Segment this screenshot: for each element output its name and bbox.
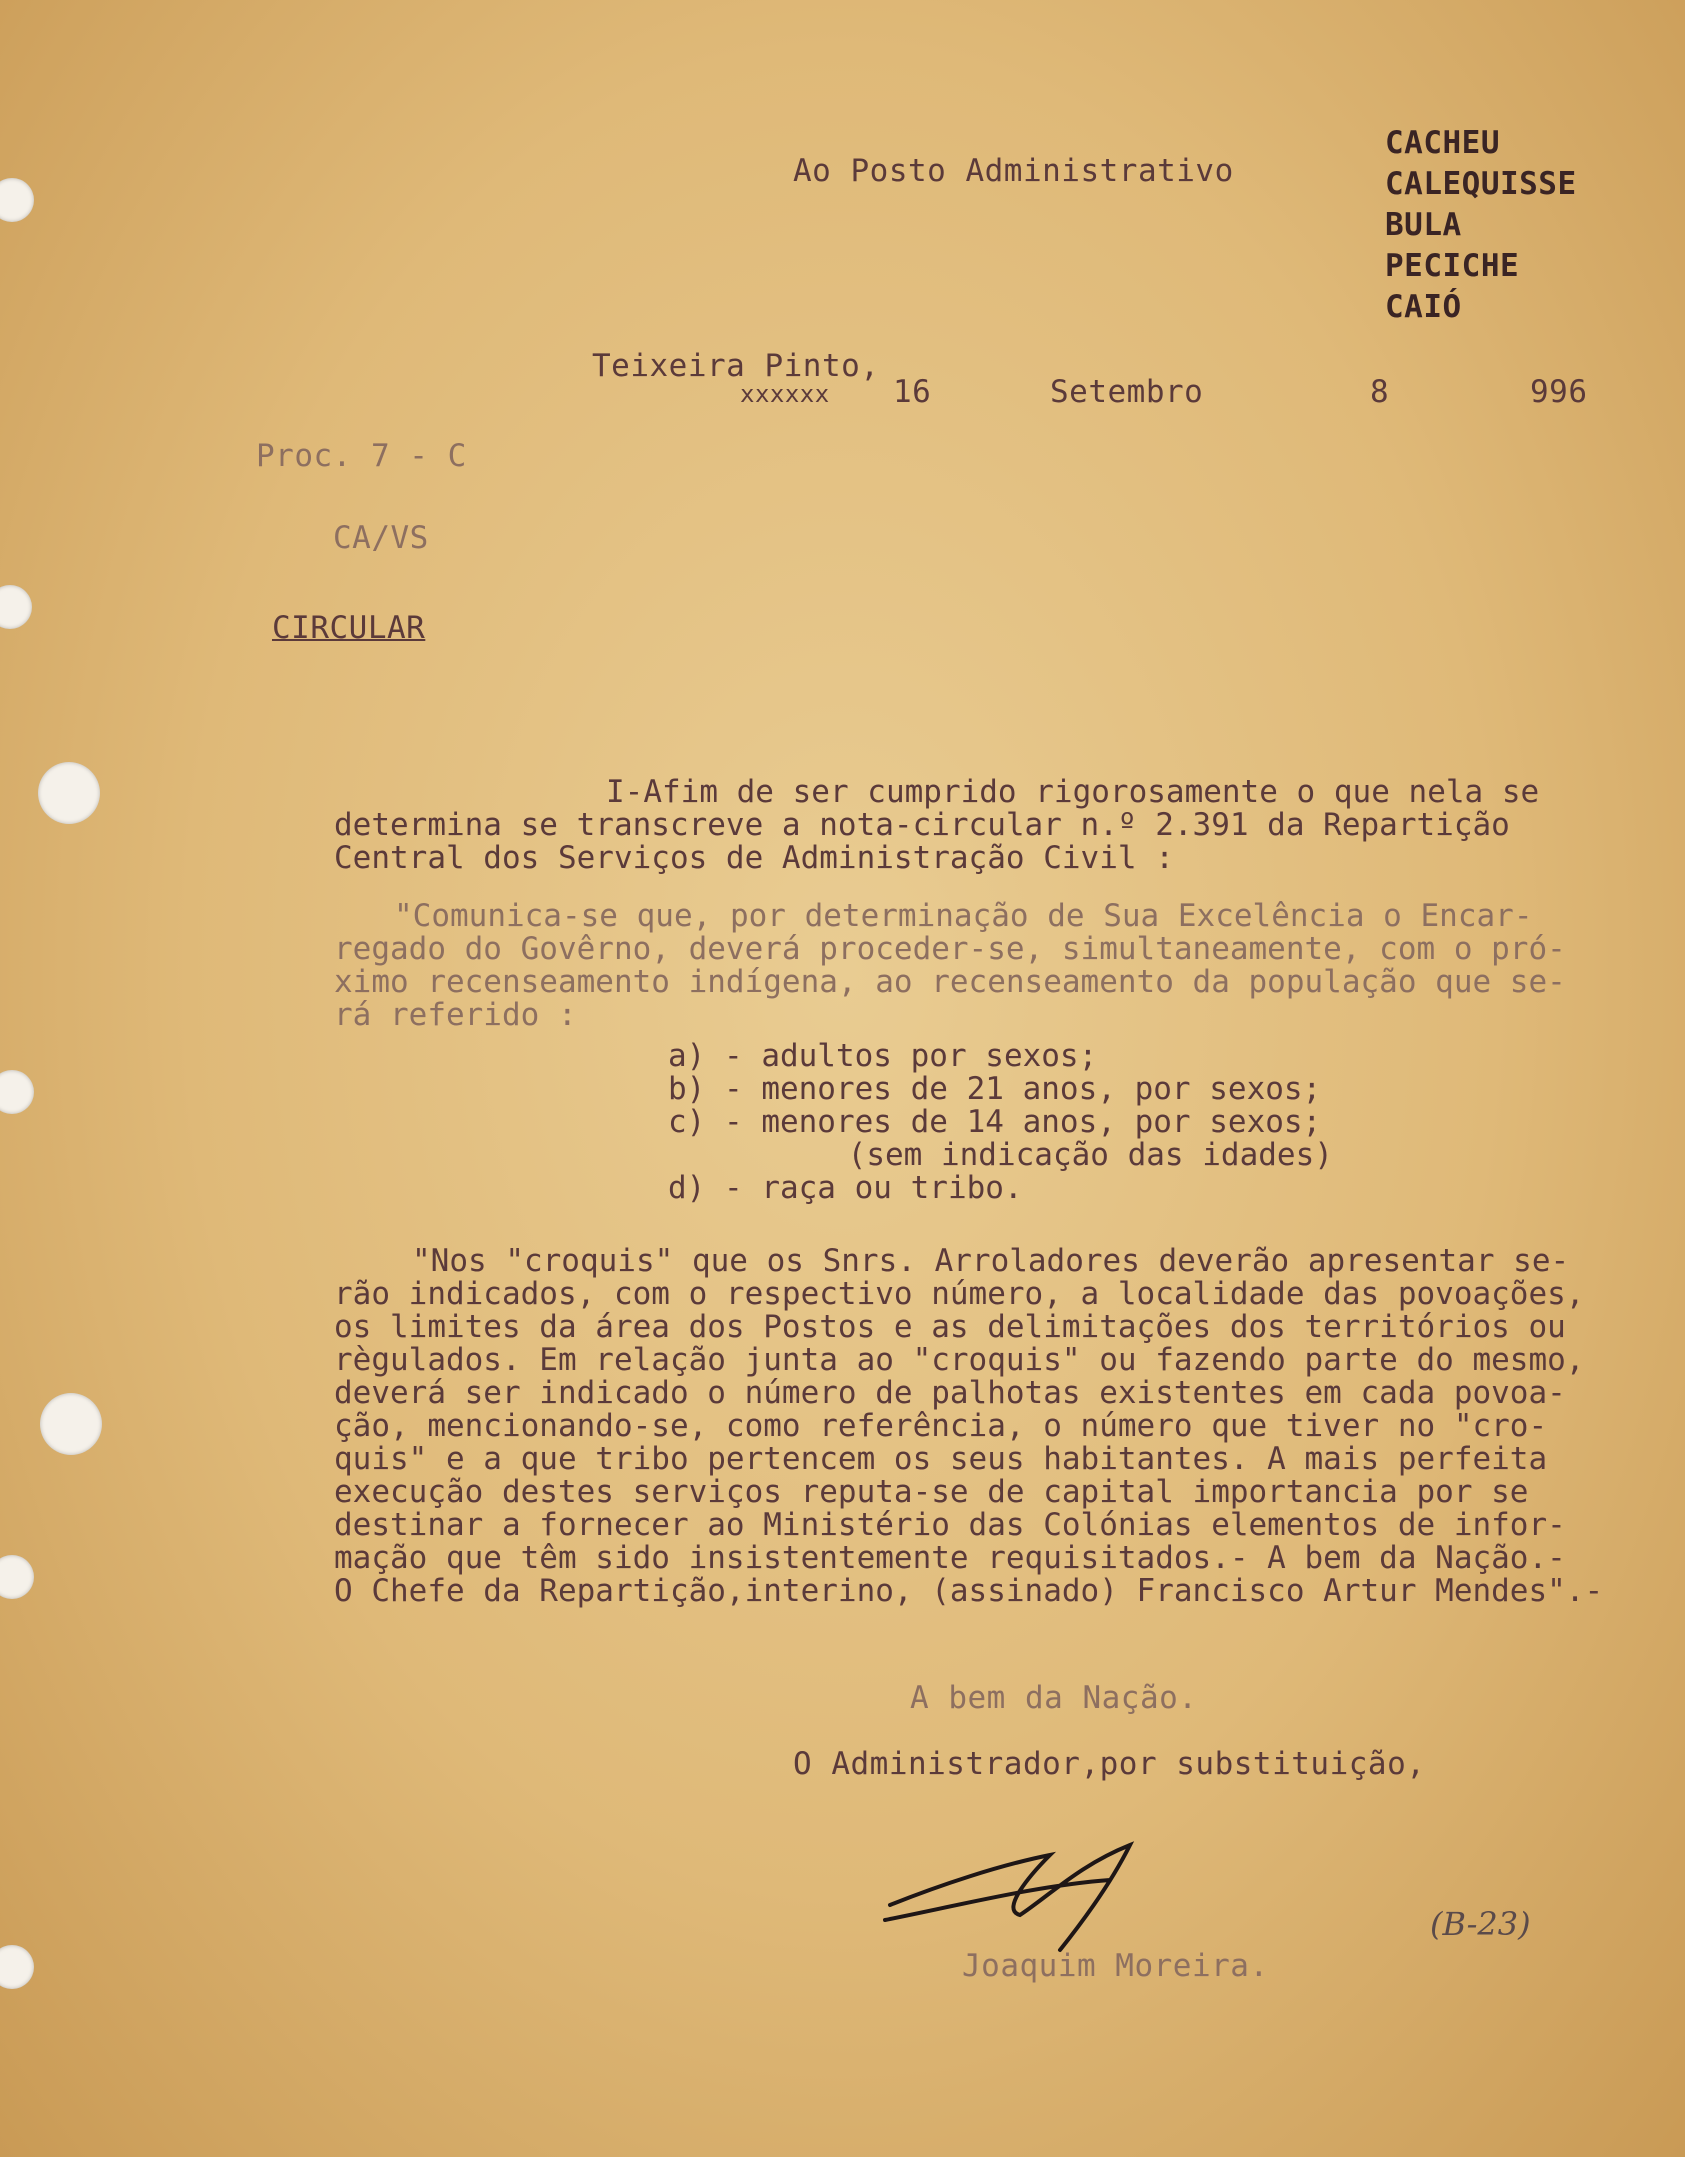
text-line: execução destes serviços reputa-se de capital importancia por se — [334, 1474, 1529, 1510]
binder-hole — [38, 762, 100, 824]
dateline-place: Teixeira Pinto, — [592, 348, 880, 384]
handwritten-signature — [880, 1825, 1220, 1955]
binder-hole — [0, 1070, 34, 1114]
post-name: BULA — [1385, 207, 1462, 243]
text-line: regado do Govêrno, deverá proceder-se, simultaneamente, com o pró- — [334, 931, 1566, 967]
list-item: a) - adultos por sexos; — [668, 1038, 1098, 1074]
text-line: règulados. Em relação junta ao "croquis" ou fazendo parte do mesmo, — [334, 1342, 1585, 1378]
addressee-post-list — [1385, 127, 1577, 324]
initials: CA/VS — [333, 520, 429, 556]
addressee-prefix: Ao Posto Administrativo — [793, 153, 1234, 189]
text-line: determina se transcreve a nota-circular n.º 2.391 da Repartição — [334, 807, 1510, 843]
text-line: os limites da área dos Postos e as delimitações dos territórios ou — [334, 1309, 1566, 1345]
text-line: mação que têm sido insistentemente requisitados.- A bem da Nação.- — [334, 1540, 1566, 1576]
quoted-note — [334, 900, 1634, 1032]
dateline-month: Setembro — [1050, 374, 1204, 410]
post-name: PECICHE — [1385, 248, 1520, 284]
text-line: Central dos Serviços de Administração Civil : — [334, 840, 1174, 876]
binder-hole — [0, 178, 34, 222]
text-line: "Nos "croquis" que os Snrs. Arroladores deverão apresentar se- — [412, 1243, 1570, 1279]
binder-hole — [40, 1393, 102, 1455]
dateline-struck: xxxxxx — [740, 380, 830, 408]
process-number: Proc. 7 - C — [256, 438, 467, 474]
list-item: c) - menores de 14 anos, por sexos; — [668, 1104, 1322, 1140]
text-line: "Comunica-se que, por determinação de Sua Excelência o Encar- — [394, 898, 1533, 934]
text-line: ção, mencionando-se, como referência, o número que tiver no "cro- — [334, 1408, 1548, 1444]
list-item: b) - menores de 21 anos, por sexos; — [668, 1071, 1322, 1107]
dateline-year: 996 — [1530, 374, 1588, 410]
dateline-digit: 8 — [1370, 374, 1390, 410]
intro-paragraph — [334, 776, 1634, 875]
closing-salutation: A bem da Nação. — [910, 1680, 1198, 1716]
binder-hole — [0, 1555, 34, 1599]
text-line: rá referido : — [334, 997, 577, 1033]
post-name: CALEQUISSE — [1385, 166, 1577, 202]
binder-hole — [0, 585, 32, 629]
text-line: rão indicados, com o respectivo número, a localidade das povoações, — [334, 1276, 1585, 1312]
croquis-paragraph — [334, 1245, 1634, 1608]
list-item: d) - raça ou tribo. — [668, 1170, 1023, 1206]
archive-mark: (B-23) — [1430, 1905, 1531, 1943]
text-line: ximo recenseamento indígena, ao recenseamento da população que se- — [334, 964, 1566, 1000]
text-line: destinar a fornecer ao Ministério das Colónias elementos de infor- — [334, 1507, 1566, 1543]
text-line: O Chefe da Repartição,interino, (assinado) Francisco Artur Mendes".- — [334, 1573, 1604, 1609]
text-line: I-Afim de ser cumprido rigorosamente o que nela se — [606, 774, 1540, 810]
list-item: (sem indicação das idades) — [773, 1137, 1333, 1173]
binder-hole — [0, 1945, 34, 1989]
dateline-day: 16 — [893, 374, 932, 410]
document-type: CIRCULAR — [272, 610, 426, 646]
signer-name: Joaquim Moreira. — [962, 1948, 1269, 1984]
post-name: CAIÓ — [1385, 289, 1462, 325]
post-name: CACHEU — [1385, 125, 1500, 161]
signer-role: O Administrador,por substituição, — [793, 1746, 1426, 1782]
text-line: quis" e a que tribo pertencem os seus habitantes. A mais perfeita — [334, 1441, 1548, 1477]
text-line: deverá ser indicado o número de palhotas existentes em cada povoa- — [334, 1375, 1566, 1411]
census-item-list — [668, 1040, 1468, 1205]
